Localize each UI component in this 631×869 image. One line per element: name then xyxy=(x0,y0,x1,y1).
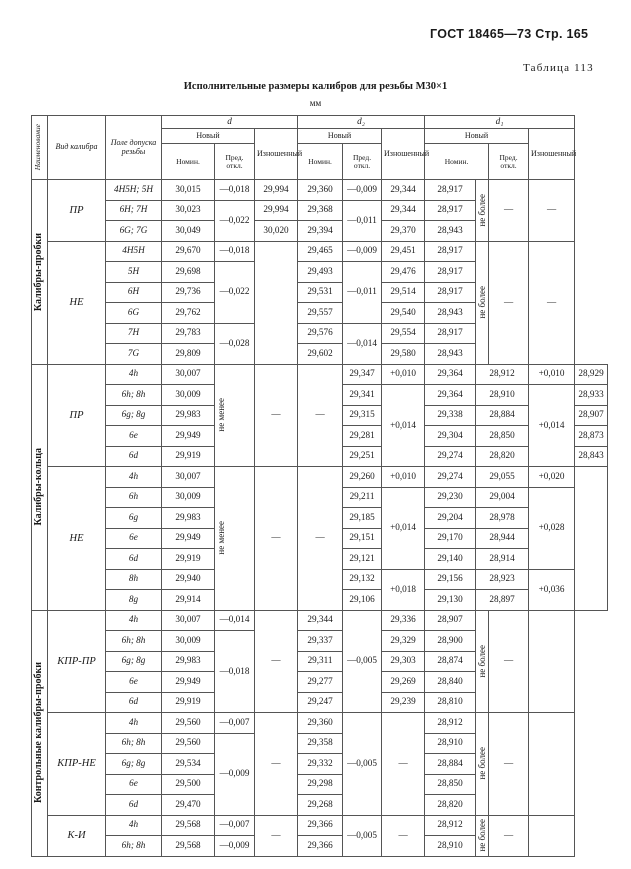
col-d1-nom: Номин. xyxy=(425,144,489,180)
table-row: 6g; 8g 29,534 29,332 28,884 xyxy=(32,754,608,775)
table-row: НЕ 4h 30,007 не менее — — 29,260 +0,010 29,274 29,055 +0,020 xyxy=(32,467,608,488)
table-row: 6h; 8h 30,009 29,341 +0,014 29,364 28,910 +0,014 28,933 xyxy=(32,385,608,406)
table-row: 6e 29,949 29,281 29,304 28,850 28,873 xyxy=(32,426,608,447)
table-row: 6e 29,949 29,151 29,170 28,944 xyxy=(32,528,608,549)
kind-label: НЕ xyxy=(48,241,106,364)
table-row: Калибры-пробки ПР 4H5H; 5H 30,015 —0,018 29,994 29,360 —0,009 29,344 28,917 не более — — xyxy=(32,180,608,201)
table-row: 6H; 7H 30,023 —0,022 29,994 29,368 —0,011 29,344 28,917 xyxy=(32,200,608,221)
kind-label: КПР-ПР xyxy=(48,610,106,713)
table-row: 6G 29,762 29,557 29,540 28,943 xyxy=(32,303,608,324)
table-row: 6G; 7G 30,049 30,020 29,394 29,370 28,943 xyxy=(32,221,608,242)
col-d-nom: Номин. xyxy=(162,144,215,180)
col-d1: d₁ xyxy=(425,116,575,129)
dimensions-table xyxy=(31,115,608,857)
table-row: 6h; 8h 30,009 —0,018 29,337 29,329 28,900 xyxy=(32,631,608,652)
table-row: 5H 29,698 —0,022 29,493 —0,011 29,476 28,917 xyxy=(32,262,608,283)
col-d2-nom: Номин. xyxy=(298,144,343,180)
table-row: 6g 29,983 29,185 29,204 28,978 xyxy=(32,508,608,529)
col-d2: d₂ xyxy=(298,116,425,129)
table-row: 6h; 8h 29,568 —0,009 29,366 28,910 xyxy=(32,836,608,857)
group-label: Калибры-кольца xyxy=(32,364,48,610)
units-label: мм xyxy=(309,98,322,108)
table-row: 6h 30,009 29,211 +0,014 29,230 29,004 +0,028 xyxy=(32,487,608,508)
table-row: 6h; 8h 29,560 —0,009 29,358 28,910 xyxy=(32,733,608,754)
col-d1-dev: Пред. откл. xyxy=(489,144,529,180)
kind-label: КПР-НЕ xyxy=(48,713,106,816)
table-row: 6e 29,500 29,298 28,850 xyxy=(32,774,608,795)
table-row: 6d 29,919 29,247 29,239 28,810 xyxy=(32,692,608,713)
group-label: Контрольные калибры-пробки xyxy=(32,610,48,856)
table-row: Калибры-кольца ПР 4h 30,007 не менее — — 29,347 +0,010 29,364 28,912 +0,010 28,929 xyxy=(32,364,608,385)
table-row: 6d 29,470 29,268 28,820 xyxy=(32,795,608,816)
col-d2-dev: Пред. откл. xyxy=(343,144,382,180)
col-naim: Наименование xyxy=(32,116,48,180)
col-d-worn: Изношенный xyxy=(255,129,298,180)
kind-label: ПР xyxy=(48,364,106,467)
table-row: 8h 29,940 29,132 +0,018 29,156 28,923 +0,036 xyxy=(32,569,608,590)
col-d1-worn: Изношенный xyxy=(529,129,575,180)
table-row: 7H 29,783 —0,028 29,576 —0,014 29,554 28,917 xyxy=(32,323,608,344)
col-d2-worn: Изношенный xyxy=(382,129,425,180)
page-header: ГОСТ 18465—73 Стр. 165 xyxy=(430,27,589,41)
kind-label: ПР xyxy=(48,180,106,242)
col-pole: Поле допуска резьбы xyxy=(106,116,162,180)
table-number: Таблица 113 xyxy=(523,62,594,74)
table-row: 7G 29,809 29,602 29,580 28,943 xyxy=(32,344,608,365)
table-row: К-И 4h 29,568 —0,007 — 29,366 —0,005 — 28,912 не более — xyxy=(32,815,608,836)
col-d2-new: Новый xyxy=(298,129,382,144)
kind-label: НЕ xyxy=(48,467,106,611)
table-row: НЕ 4H5H 29,670 —0,018 29,465 —0,009 29,451 28,917 не более — — xyxy=(32,241,608,262)
kind-label: К-И xyxy=(48,815,106,856)
col-d-dev: Пред. откл. xyxy=(215,144,255,180)
table-row: 6g; 8g 29,983 29,315 29,338 28,884 28,907 xyxy=(32,405,608,426)
table-row: КПР-НЕ 4h 29,560 —0,007 — 29,360 —0,005 — 28,912 не более — xyxy=(32,713,608,734)
col-d1-new: Новый xyxy=(425,129,529,144)
table-row: 6g; 8g 29,983 29,311 29,303 28,874 xyxy=(32,651,608,672)
table-row: 6e 29,949 29,277 29,269 28,840 xyxy=(32,672,608,693)
col-d: d xyxy=(162,116,298,129)
col-d-new: Новый xyxy=(162,129,255,144)
table-row: 6H 29,736 29,531 29,514 28,917 xyxy=(32,282,608,303)
table-title: Исполнительные размеры калибров для резьбы М30×1 xyxy=(183,81,448,92)
col-vid: Вид калибра xyxy=(48,116,106,180)
group-label: Калибры-пробки xyxy=(32,180,48,365)
table-row: 6d 29,919 29,251 29,274 28,820 28,843 xyxy=(32,446,608,467)
table-row: 6d 29,919 29,121 29,140 28,914 xyxy=(32,549,608,570)
table-row: Контрольные калибры-пробки КПР-ПР 4h 30,007 —0,014 — 29,344 —0,005 29,336 28,907 не более — xyxy=(32,610,608,631)
table-row: 8g 29,914 29,106 29,130 28,897 xyxy=(32,590,608,611)
